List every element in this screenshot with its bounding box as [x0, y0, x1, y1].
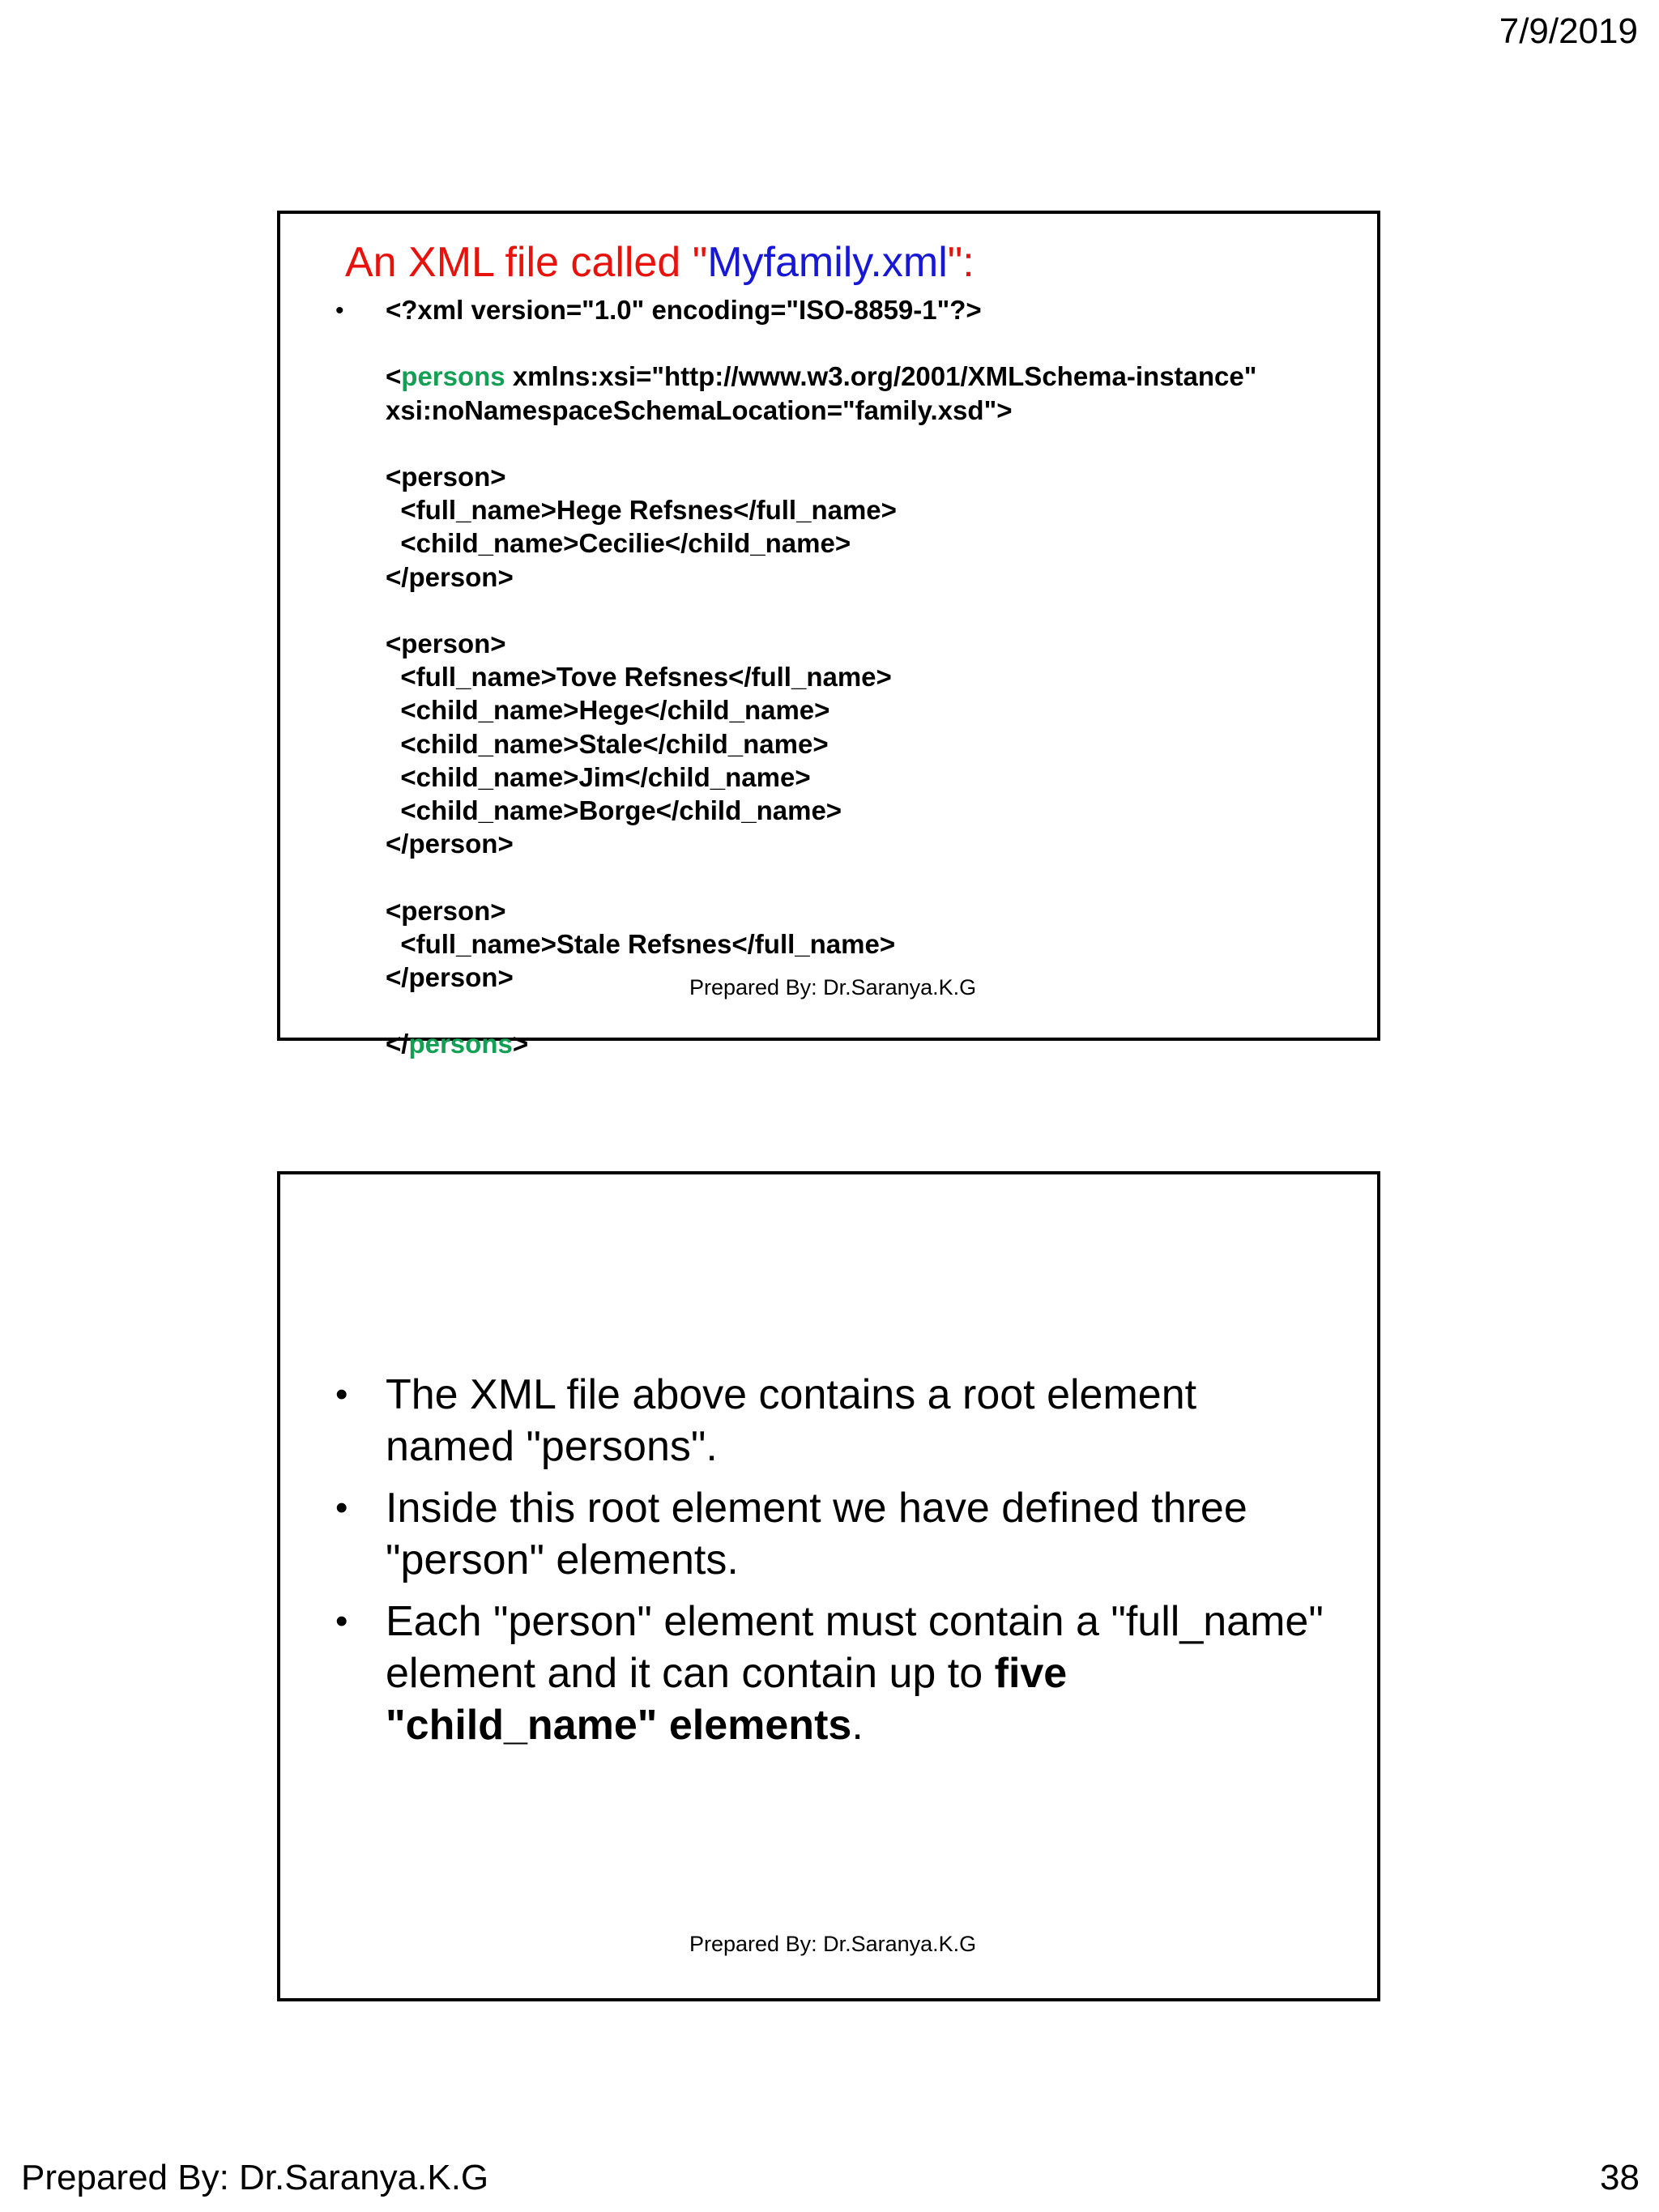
- bullet-text: The XML file above contains a root element named "persons".: [386, 1371, 1197, 1470]
- code-line: <person>: [386, 895, 506, 926]
- person-blocks: [386, 462, 897, 992]
- bullet-bold-text: five "child_name" elements: [386, 1650, 1068, 1749]
- root-close-prefix: </: [386, 1029, 409, 1059]
- bullet-marker: •: [335, 1375, 348, 1414]
- code-line: <child_name>Borge</child_name>: [386, 795, 842, 826]
- code-line: <person>: [386, 462, 506, 492]
- root-close-suffix: >: [512, 1029, 529, 1059]
- slide-title: [345, 238, 975, 287]
- bullet-list: [329, 1369, 1333, 1761]
- xml-code-block: [386, 293, 1256, 1061]
- root-attributes-line-1: xmlns:xsi="http://www.w3.org/2001/XMLSchema-instance": [505, 361, 1257, 392]
- slide-footer: Prepared By: Dr.Saranya.K.G: [689, 1932, 977, 1956]
- bullet-item: [329, 1369, 1333, 1473]
- root-close-name: persons: [408, 1029, 513, 1059]
- title-filename: Myfamily.xml: [707, 239, 948, 286]
- slide-explanation: [277, 1171, 1380, 2001]
- title-prefix: An XML file called ": [345, 239, 708, 286]
- root-attributes-line-2: xsi:noNamespaceSchemaLocation="family.xsd">: [386, 394, 1013, 425]
- xml-declaration: <?xml version="1.0" encoding="ISO-8859-1"?>: [386, 295, 982, 325]
- bullet-text-end: .: [851, 1702, 864, 1749]
- bullet-marker: •: [335, 297, 344, 324]
- code-line: <person>: [386, 629, 506, 659]
- code-line: <child_name>Stale</child_name>: [386, 728, 829, 759]
- bullet-text: Inside this root element we have defined three "person" elements.: [386, 1485, 1247, 1583]
- page-date: 7/9/2019: [1499, 11, 1638, 51]
- code-line: </person>: [386, 962, 514, 993]
- code-line: <child_name>Cecilie</child_name>: [386, 528, 851, 559]
- code-line: </person>: [386, 829, 514, 859]
- bullet-item: [329, 1596, 1333, 1751]
- page-footer: Prepared By: Dr.Saranya.K.G: [21, 2158, 489, 2197]
- code-line: <child_name>Hege</child_name>: [386, 695, 830, 726]
- bullet-marker: •: [335, 1601, 348, 1641]
- page-number: 38: [1600, 2158, 1640, 2197]
- slide-footer: Prepared By: Dr.Saranya.K.G: [689, 975, 977, 999]
- code-line: <full_name>Stale Refsnes</full_name>: [386, 928, 896, 959]
- code-line: <full_name>Tove Refsnes</full_name>: [386, 662, 892, 693]
- bullet-item: [329, 1482, 1333, 1586]
- code-line: <child_name>Jim</child_name>: [386, 761, 811, 792]
- code-line: <full_name>Hege Refsnes</full_name>: [386, 495, 897, 526]
- root-open-lt: <: [386, 361, 402, 392]
- code-line: </person>: [386, 561, 514, 592]
- bullet-marker: •: [335, 1488, 348, 1528]
- root-element-name: persons: [401, 361, 505, 392]
- title-suffix: ":: [947, 239, 975, 286]
- bullet-text: Each "person" element must contain a "full_name" element and it can contain up to: [386, 1598, 1324, 1697]
- slide-xml-example: [277, 211, 1380, 1059]
